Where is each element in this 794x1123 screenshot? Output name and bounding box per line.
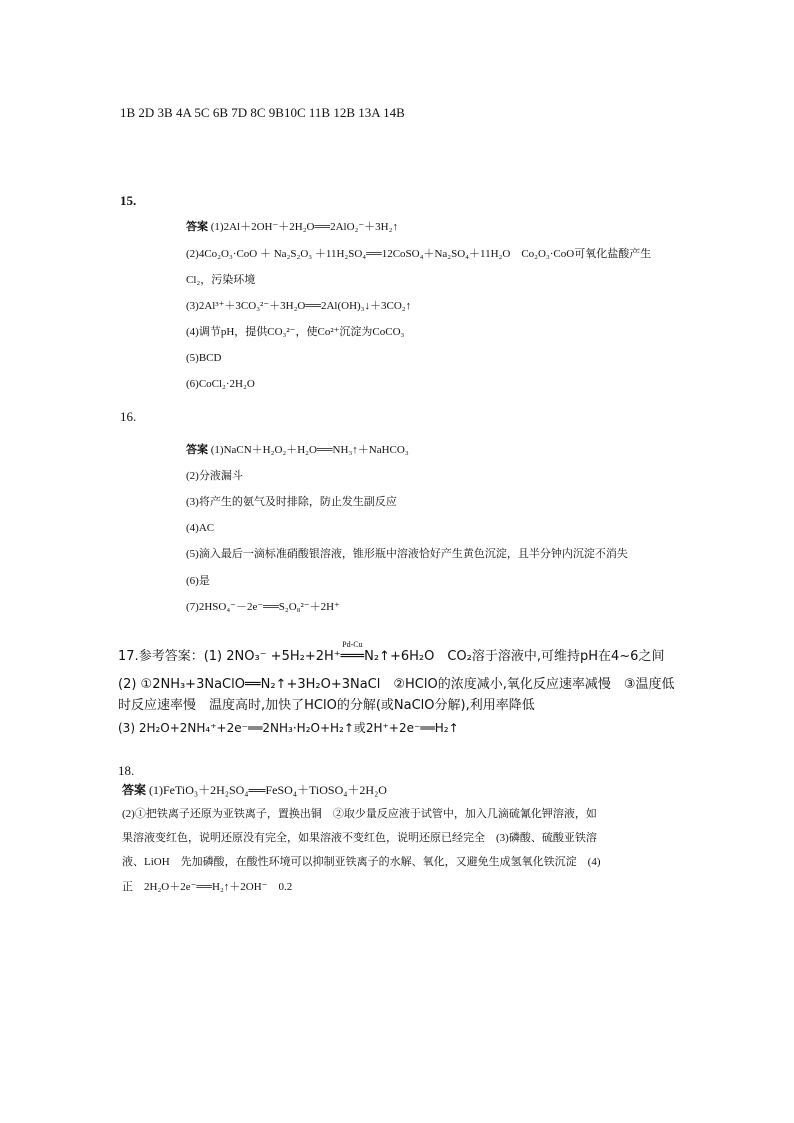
q15-answer — [186, 222, 398, 233]
q17-line3: 时反应速率慢 温度高时,加快了HClO的分解(或NaClO分解),利用率降低 — [118, 698, 535, 713]
q16-part2: (2)分液漏斗 — [186, 470, 243, 482]
q18-line4: 液、LiOH 先加磷酸，在酸性环境可以抑制亚铁离子的水解、氧化，又避免生成氢氧化铁沉淀 (4) — [122, 856, 601, 868]
q15-part5: (5)BCD — [186, 352, 222, 364]
q18-line2: (2)①把铁离子还原为亚铁离子，置换出铜 ②取少量反应液于试管中，加入几滴硫氰化钾溶液，如 — [122, 808, 597, 820]
q15-number: 15. — [120, 193, 137, 208]
q18-line5: 正 2H₂O＋2e⁻══H₂↑＋2OH⁻ 0.2 — [122, 881, 293, 893]
q15-part2-line1: (2)4Co₂O₃·CoO ＋ Na₂S₂O₃ ＋11H₂SO₄══12CoSO₄＋Na₂SO₄＋11H₂O Co₂O₃·CoO可氧化盐酸产生 — [186, 248, 652, 260]
q17-line1 — [118, 640, 665, 664]
q17-number: 17. — [118, 649, 139, 664]
q16-part4: (4)AC — [186, 522, 215, 534]
q16-part3: (3)将产生的氨气及时排除，防止发生副反应 — [186, 496, 397, 508]
q15-part2-line2: Cl₂，污染环境 — [186, 274, 256, 286]
q16-answer — [186, 445, 409, 456]
q18-line3: 果溶液变红色，说明还原没有完全，如果溶液不变红色，说明还原已经完全 (3)磷酸、硫酸亚铁溶 — [122, 832, 597, 844]
q16-part7: (7)2HSO₄⁻－2e⁻══S₂O₈²⁻＋2H⁺ — [186, 601, 340, 613]
q18-part1: (1)FeTiO₃＋2H₂SO₄══FeSO₄＋TiOSO₄＋2H₂O — [149, 783, 387, 797]
answer-key-line: 1B 2D 3B 4A 5C 6B 7D 8C 9B10C 11B 12B 13A 14B — [120, 105, 405, 120]
q16-part1: (1)NaCN＋H₂O₂＋H₂O══NH₃↑＋NaHCO₃ — [210, 444, 409, 456]
q17-reaction-arrow — [340, 640, 365, 664]
q17-part1-left: (1) 2NO₃⁻ +5H₂+2H⁺ — [203, 649, 341, 664]
q17-catalyst-label: Pd-Cu — [342, 640, 363, 649]
q15-part4: (4)调节pH，提供CO₃²⁻，使Co²⁺沉淀为CoCO₃ — [186, 326, 405, 338]
q16-number: 16. — [120, 409, 137, 424]
q18-answer-label: 答案 — [122, 783, 147, 797]
q16-answer-label: 答案 — [186, 444, 208, 456]
q16-part5: (5)滴入最后一滴标准硝酸银溶液，锥形瓶中溶液恰好产生黄色沉淀，且半分钟内沉淀不消失 — [186, 548, 628, 560]
q17-line4: (3) 2H₂O+2NH₄⁺+2e⁻══2NH₃·H₂O+H₂↑或2H⁺+2e⁻══H₂↑ — [118, 721, 459, 735]
q15-part3: (3)2Al³⁺＋3CO₃²⁻＋3H₂O══2Al(OH)₃↓＋3CO₂↑ — [186, 300, 412, 312]
q15-answer-label: 答案 — [186, 221, 208, 233]
q16-part6: (6)是 — [186, 575, 210, 587]
q17-part1-right: N₂↑+6H₂O CO₂溶于溶液中,可维持pH在4~6之间 — [364, 649, 665, 664]
q15-part6: (6)CoCl₂·2H₂O — [186, 378, 255, 390]
q17-arrow-glyph: ═══ — [340, 649, 365, 664]
q15-part1: (1)2Al＋2OH⁻＋2H₂O══2AlO₂⁻＋3H₂↑ — [210, 221, 398, 233]
q17-label: 参考答案： — [138, 649, 204, 664]
q18-line1 — [122, 784, 387, 796]
q17-line2: (2) ①2NH₃+3NaClO══N₂↑+3H₂O+3NaCl ②HClO的浓度减小,氧化反应速率减慢 ③温度低 — [118, 677, 675, 692]
q18-number: 18. — [118, 763, 135, 778]
